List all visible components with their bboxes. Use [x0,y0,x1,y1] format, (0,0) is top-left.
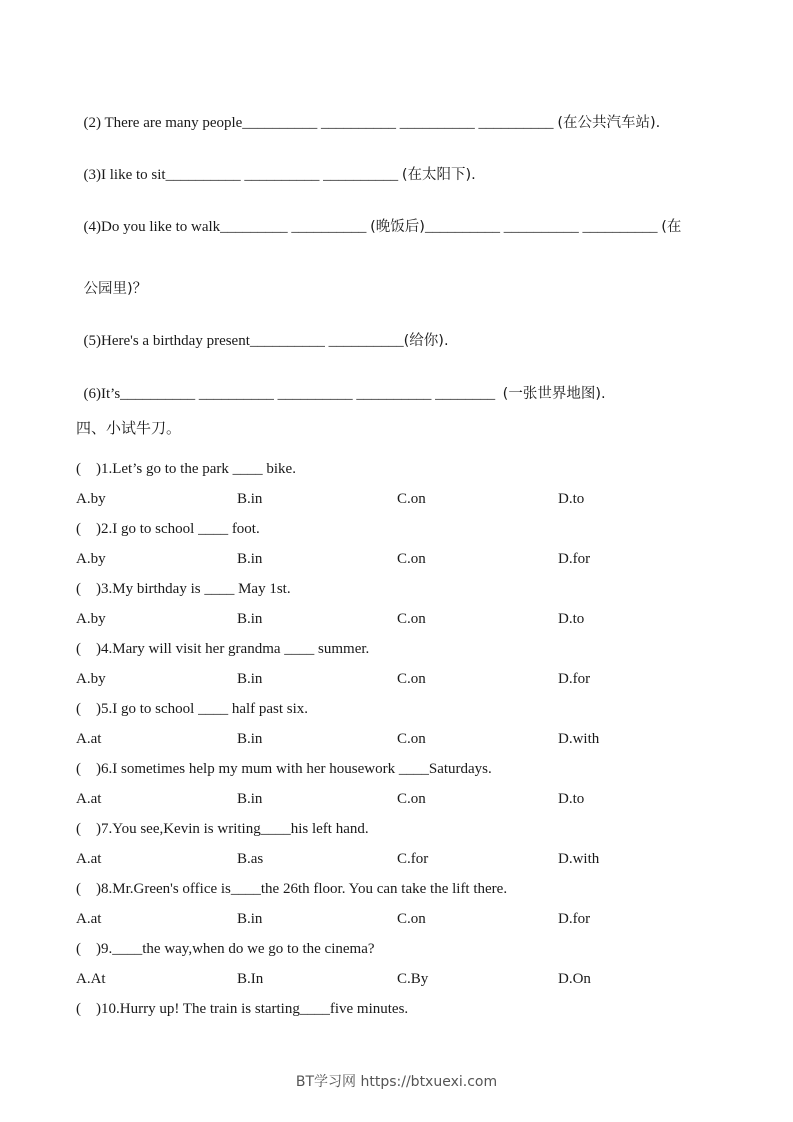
fill-in-text: (6)It’s__________ __________ __________ __________ ________ [83,386,503,402]
option-a: A.by [76,491,106,507]
question-options [76,490,756,508]
question-options [76,910,756,928]
option-d: D.to [558,491,585,507]
option-c: C.on [397,671,426,687]
option-c: C.for [397,851,429,867]
fill-in-text: (2) There are many people__________ __________ __________ __________ [83,115,558,131]
question-options [76,850,756,868]
option-a: A.by [76,551,106,567]
question-stem: ( )9.____the way,when do we go to the cinema? [76,941,375,957]
option-c: C.on [397,791,426,807]
option-c: C.on [397,731,426,747]
question-stem: ( )4.Mary will visit her grandma ____ summer. [76,641,370,657]
option-c: C.By [397,971,429,987]
option-d: D.for [558,911,591,927]
option-d: D.with [558,851,600,867]
option-d: D.to [558,791,585,807]
fill-in-text: (3)I like to sit__________ __________ __________ [83,167,402,183]
option-b: B.in [237,671,263,687]
option-d: D.with [558,731,600,747]
option-a: A.at [76,731,102,747]
option-d: D.for [558,551,591,567]
option-b: B.in [237,911,263,927]
question-stem: ( )1.Let’s go to the park ____ bike. [76,461,296,477]
fill-in-text: (4)Do you like to walk_________ __________ [83,219,371,235]
option-a: A.at [76,911,102,927]
fill-in-item-6 [76,367,606,403]
option-c: C.on [397,551,426,567]
option-c: C.on [397,911,426,927]
question-stem: ( )7.You see,Kevin is writing____his left hand. [76,821,369,837]
option-d: D.to [558,611,585,627]
fill-in-item-2 [76,96,660,132]
fill-in-hint: (给你). [403,333,449,349]
fill-in-hint: 公园里)？ [83,281,148,297]
question-options [76,970,756,988]
fill-in-hint-2: (在 [661,219,682,235]
fill-in-hint: (在太阳下). [401,167,476,183]
fill-in-text: (5)Here's a birthday present__________ __________ [83,333,404,349]
option-a: A.by [76,671,106,687]
option-b: B.in [237,731,263,747]
question-stem: ( )8.Mr.Green's office is____the 26th floor. You can take the lift there. [76,881,508,897]
option-c: C.on [397,491,426,507]
option-b: B.in [237,491,263,507]
fill-in-item-5 [76,314,449,350]
option-a: A.by [76,611,106,627]
fill-in-hint: (一张世界地图). [502,386,606,402]
option-b: B.in [237,551,263,567]
question-stem: ( )3.My birthday is ____ May 1st. [76,581,291,597]
option-a: A.at [76,791,102,807]
option-a: A.at [76,851,102,867]
option-d: D.for [558,671,591,687]
question-options [76,550,756,568]
fill-in-item-4 [76,200,681,236]
question-stem: ( )6.I sometimes help my mum with her housework ____Saturdays. [76,761,492,777]
option-b: B.as [237,851,264,867]
fill-in-hint: (晚饭后) [370,219,425,235]
question-stem: ( )5.I go to school ____ half past six. [76,701,309,717]
question-options [76,670,756,688]
fill-in-text-2: __________ __________ __________ [424,219,662,235]
option-b: B.In [237,971,264,987]
option-b: B.in [237,611,263,627]
section-title: 四、小试牛刀。 [76,419,182,437]
question-options [76,730,756,748]
question-stem: ( )2.I go to school ____ foot. [76,521,260,537]
footer-watermark: BT学习网 https://btxuexi.com [295,1074,498,1090]
question-options [76,790,756,808]
option-c: C.on [397,611,426,627]
fill-in-item-4-continued [76,262,147,298]
question-options [76,610,756,628]
option-d: D.On [558,971,591,987]
fill-in-item-3 [76,148,476,184]
question-stem: ( )10.Hurry up! The train is starting____five minutes. [76,1001,409,1017]
fill-in-hint: (在公共汽车站). [557,115,661,131]
option-b: B.in [237,791,263,807]
option-a: A.At [76,971,106,987]
